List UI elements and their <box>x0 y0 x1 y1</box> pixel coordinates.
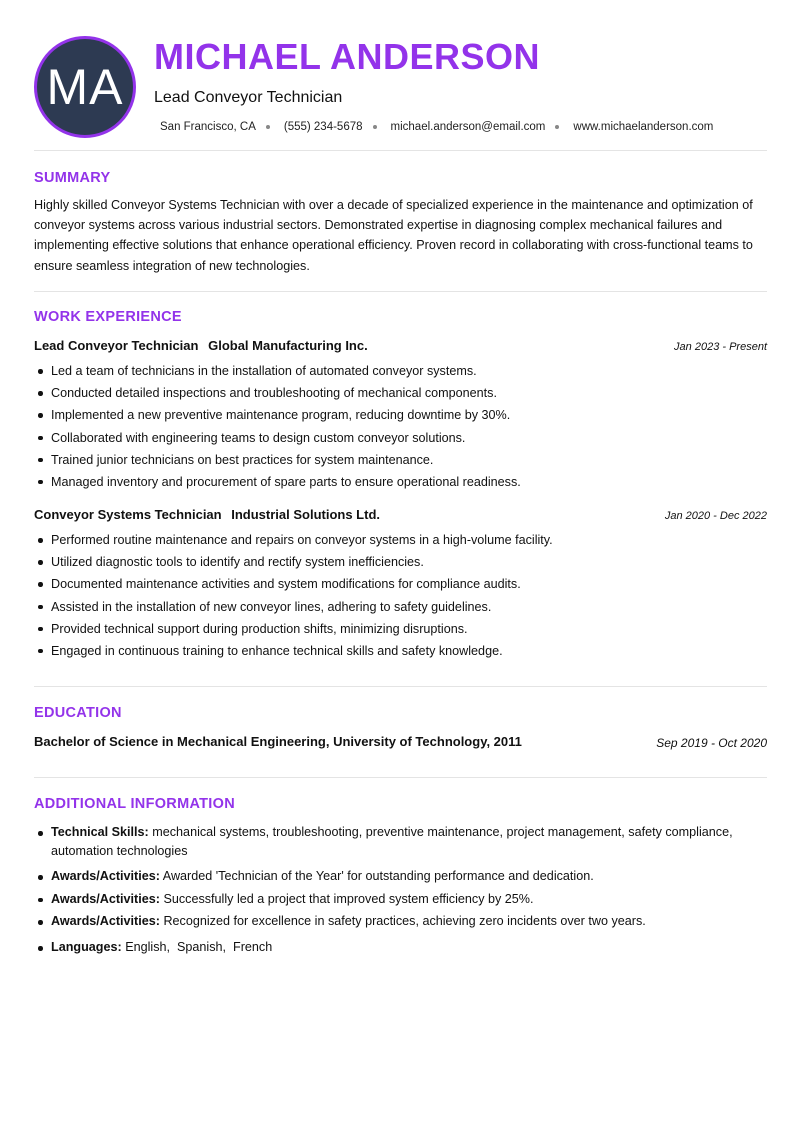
list-item: Managed inventory and procurement of spare parts to ensure operational readiness. <box>34 474 769 490</box>
item-text: Recognized for excellence in safety practices, achieving zero incidents over two years. <box>163 914 646 928</box>
job-company: Global Manufacturing Inc. <box>208 338 368 353</box>
item-label: Languages: <box>51 940 122 954</box>
list-item: Performed routine maintenance and repairs on conveyor systems in a high-volume facility. <box>34 532 769 548</box>
item-text: Successfully led a project that improved system efficiency by 25%. <box>163 891 534 906</box>
job-title <box>34 338 368 353</box>
list-item <box>34 938 769 957</box>
summary-heading: SUMMARY <box>34 170 111 186</box>
divider <box>34 291 767 292</box>
item-text: mechanical systems, troubleshooting, preventive maintenance, project management, safety compliance, automation technologies <box>51 825 733 858</box>
item-text: English, Spanish, French <box>125 940 273 954</box>
list-item: Led a team of technicians in the installation of automated conveyor systems. <box>34 363 769 379</box>
list-item: Assisted in the installation of new conveyor lines, adhering to safety guidelines. <box>34 599 769 615</box>
job-dates: Jan 2023 - Present <box>674 341 767 353</box>
list-item: Collaborated with engineering teams to design custom conveyor solutions. <box>34 430 769 446</box>
education-dates: Sep 2019 - Oct 2020 <box>656 736 767 750</box>
job-role: Lead Conveyor Technician <box>34 338 199 353</box>
separator-dot-icon <box>266 125 270 129</box>
contact-email[interactable]: michael.anderson@email.com <box>390 121 546 133</box>
list-item: Utilized diagnostic tools to identify and rectify system inefficiencies. <box>34 554 769 570</box>
experience-heading: WORK EXPERIENCE <box>34 309 182 325</box>
separator-dot-icon <box>555 125 559 129</box>
list-item <box>34 867 769 886</box>
list-item <box>34 912 769 931</box>
item-label: Awards/Activities: <box>51 869 160 883</box>
contact-bar <box>160 121 713 133</box>
list-item: Provided technical support during production shifts, minimizing disruptions. <box>34 621 769 637</box>
education-degree: Bachelor of Science in Mechanical Engineering, University of Technology, 2011 <box>34 734 522 749</box>
job-role: Conveyor Systems Technician <box>34 507 222 522</box>
list-item: Implemented a new preventive maintenance program, reducing downtime by 30%. <box>34 407 769 423</box>
item-label: Technical Skills: <box>51 825 149 839</box>
candidate-role: Lead Conveyor Technician <box>154 89 343 106</box>
avatar <box>34 36 136 138</box>
item-text: Awarded 'Technician of the Year' for outstanding performance and dedication. <box>162 869 594 883</box>
list-item: Trained junior technicians on best practices for system maintenance. <box>34 452 769 468</box>
list-item: Engaged in continuous training to enhance technical skills and safety knowledge. <box>34 643 769 659</box>
job-company: Industrial Solutions Ltd. <box>231 507 381 522</box>
item-label: Awards/Activities: <box>51 891 160 906</box>
list-item: Documented maintenance activities and system modifications for compliance audits. <box>34 576 769 592</box>
job-bullets <box>34 363 769 496</box>
job-bullets <box>34 532 769 665</box>
contact-phone: (555) 234-5678 <box>283 121 363 133</box>
item-label: Awards/Activities: <box>51 914 160 928</box>
separator-dot-icon <box>373 125 377 129</box>
contact-website[interactable]: www.michaelanderson.com <box>573 121 714 133</box>
contact-location: San Francisco, CA <box>160 121 256 133</box>
list-item <box>34 823 769 861</box>
summary-text: Highly skilled Conveyor Systems Technician with over a decade of specialized experience in the maintenance and optimization of conveyor systems across various industrial sectors. Demonstrated expertise in diagnosing complex mechanical failures and implementing effective solutions that enhance operational efficiency. Proven record in collaborating with cross-functional teams to ensure seamless integration of new technologies. <box>34 198 753 273</box>
divider <box>34 777 767 778</box>
job-dates: Jan 2020 - Dec 2022 <box>664 510 767 522</box>
additional-list <box>34 823 769 957</box>
job-title <box>34 507 380 522</box>
divider <box>34 686 767 687</box>
additional-heading: ADDITIONAL INFORMATION <box>34 796 235 812</box>
divider <box>34 150 767 151</box>
candidate-name: MICHAEL ANDERSON <box>154 36 541 77</box>
list-item: Conducted detailed inspections and troubleshooting of mechanical components. <box>34 385 769 401</box>
avatar-initials: MA <box>46 59 124 115</box>
list-item <box>34 890 769 909</box>
education-heading: EDUCATION <box>34 705 122 721</box>
